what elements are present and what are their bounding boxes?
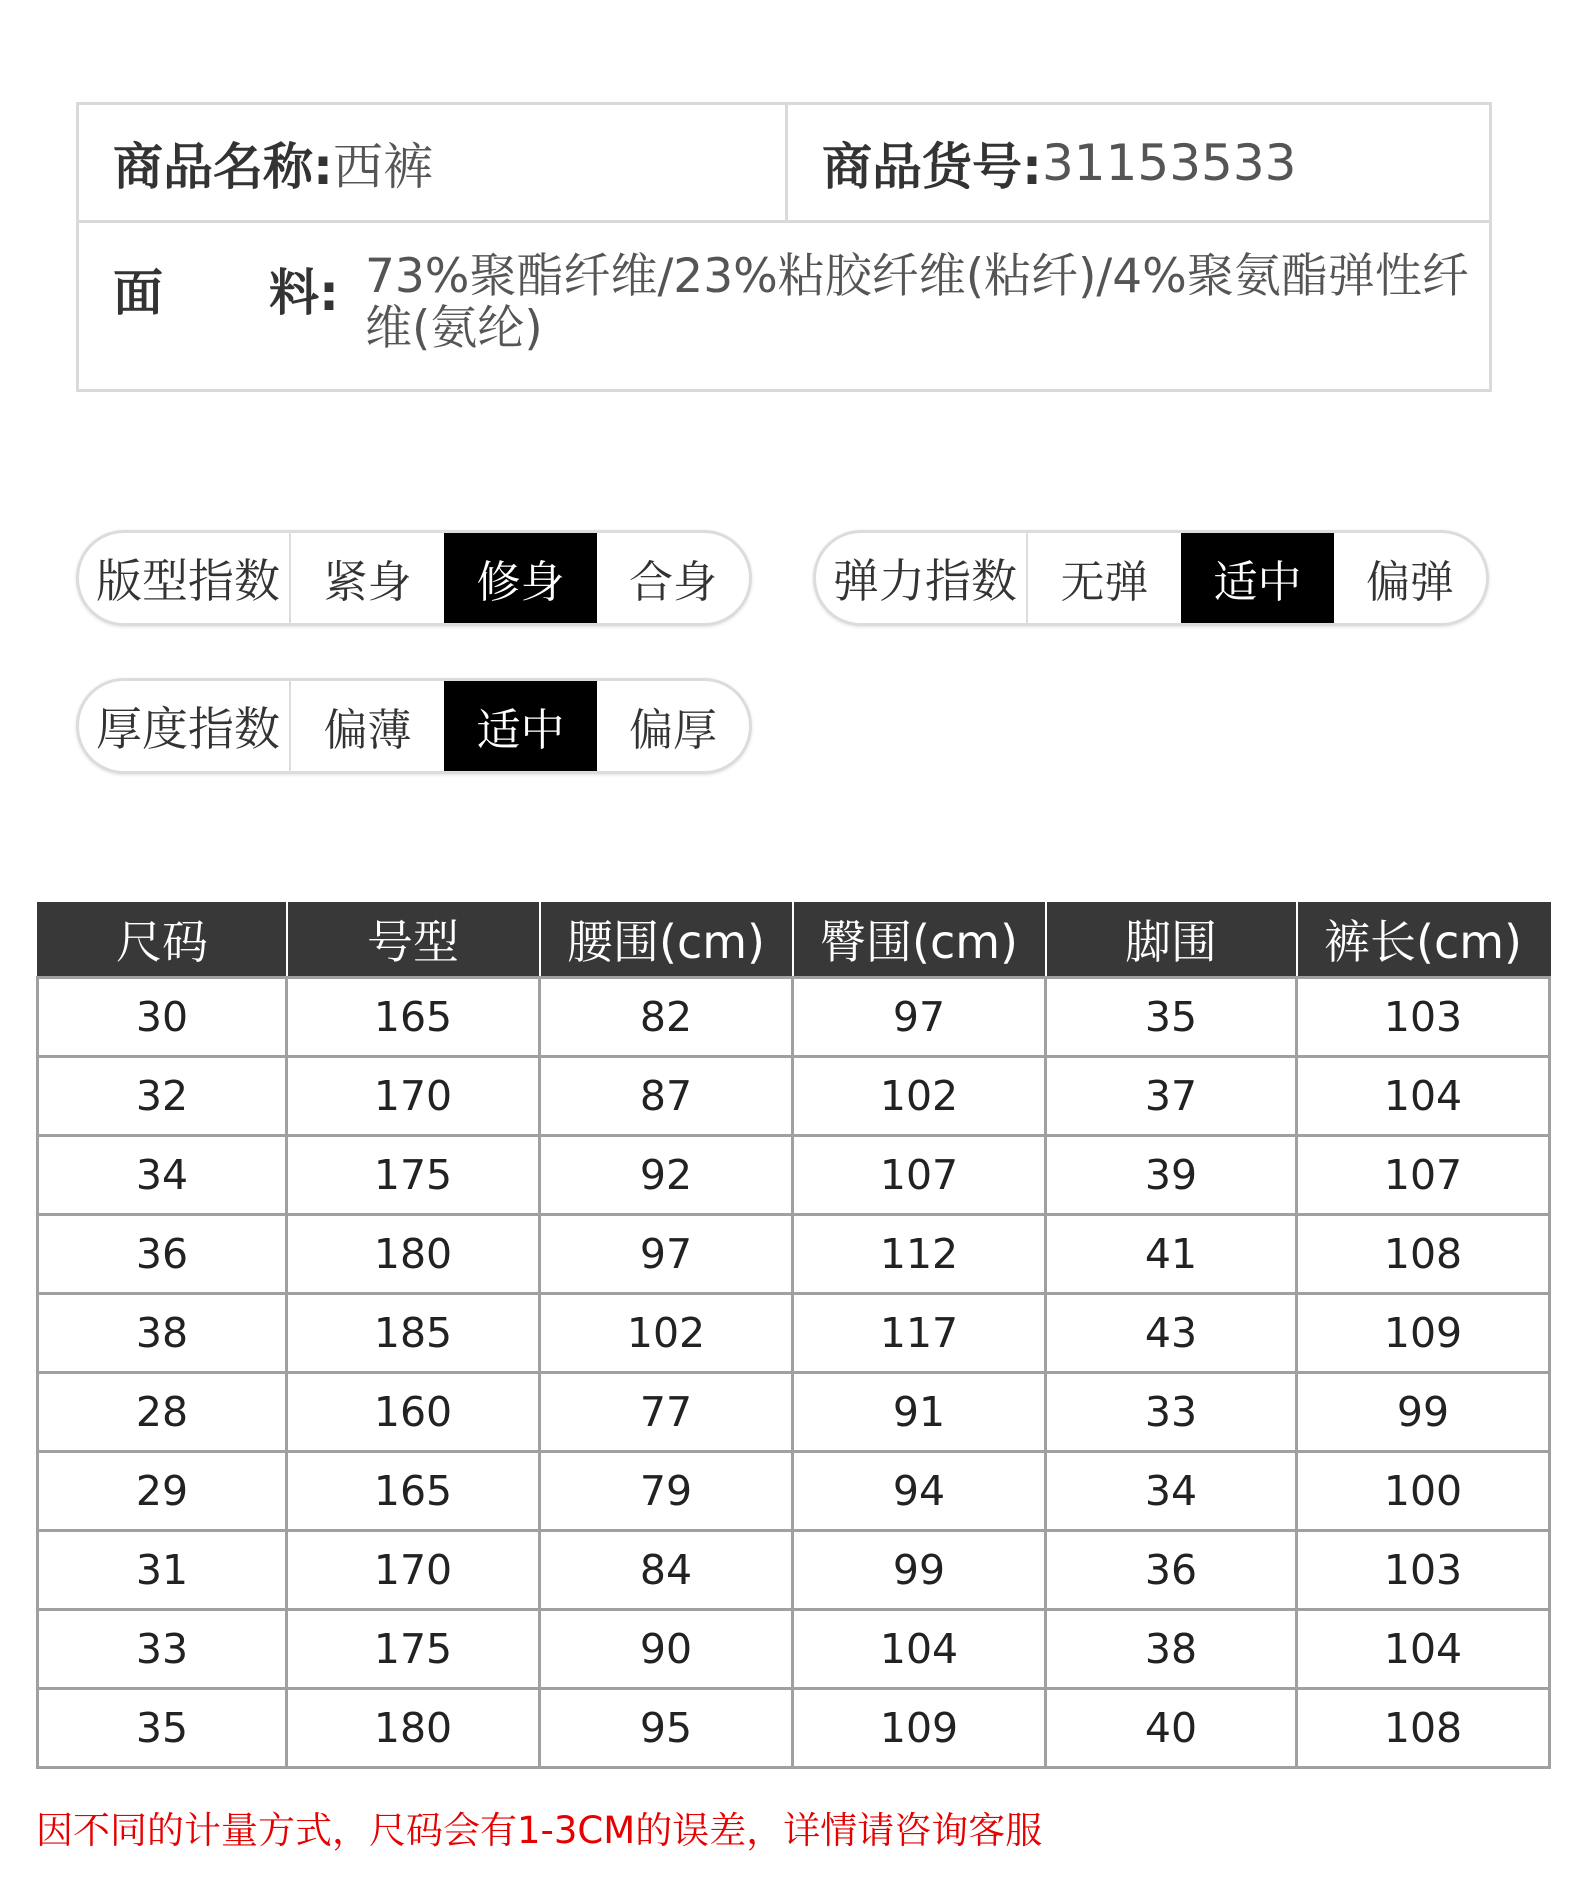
cell-waist: 79 bbox=[540, 1452, 793, 1531]
header-hip: 臀围(cm) bbox=[793, 902, 1046, 978]
cell-hem: 33 bbox=[1046, 1373, 1297, 1452]
elasticity-option-medium: 适中 bbox=[1181, 533, 1334, 623]
fit-index-label: 版型指数 bbox=[79, 533, 291, 623]
cell-size: 33 bbox=[38, 1610, 287, 1689]
cell-waist: 84 bbox=[540, 1531, 793, 1610]
header-size: 尺码 bbox=[38, 902, 287, 978]
product-name-label: 商品名称: bbox=[113, 137, 333, 196]
cell-hem: 39 bbox=[1046, 1136, 1297, 1215]
product-info-box bbox=[76, 102, 1492, 392]
product-sku-label: 商品货号: bbox=[822, 137, 1042, 196]
thickness-option-thick: 偏厚 bbox=[629, 705, 717, 756]
cell-hip: 109 bbox=[793, 1689, 1046, 1768]
cell-waist: 87 bbox=[540, 1057, 793, 1136]
header-model: 号型 bbox=[287, 902, 540, 978]
table-row bbox=[38, 978, 1550, 1057]
fit-option-slim: 修身 bbox=[444, 533, 597, 623]
cell-model: 180 bbox=[287, 1215, 540, 1294]
cell-hip: 104 bbox=[793, 1610, 1046, 1689]
table-header-row bbox=[38, 902, 1550, 978]
cell-waist: 77 bbox=[540, 1373, 793, 1452]
table-row bbox=[38, 1610, 1550, 1689]
fabric-label-part1: 面 bbox=[113, 264, 163, 322]
thickness-index-label: 厚度指数 bbox=[79, 681, 291, 771]
cell-size: 35 bbox=[38, 1689, 287, 1768]
cell-size: 36 bbox=[38, 1215, 287, 1294]
cell-size: 34 bbox=[38, 1136, 287, 1215]
fit-option-regular: 合身 bbox=[629, 557, 717, 608]
cell-waist: 82 bbox=[540, 978, 793, 1057]
table-row bbox=[38, 1531, 1550, 1610]
cell-hip: 99 bbox=[793, 1531, 1046, 1610]
elasticity-index-label: 弹力指数 bbox=[816, 533, 1028, 623]
cell-length: 104 bbox=[1297, 1057, 1550, 1136]
fit-index-pill bbox=[76, 530, 752, 626]
elasticity-option-none: 无弹 bbox=[1060, 557, 1149, 608]
product-sku-cell bbox=[788, 105, 1488, 220]
cell-hip: 102 bbox=[793, 1057, 1046, 1136]
cell-size: 32 bbox=[38, 1057, 287, 1136]
fabric-value: 73%聚酯纤维/23%粘胶纤维(粘纤)/4%聚氨酯弹性纤维(氨纶) bbox=[365, 249, 1469, 356]
table-row bbox=[38, 1057, 1550, 1136]
cell-hip: 112 bbox=[793, 1215, 1046, 1294]
cell-hip: 117 bbox=[793, 1294, 1046, 1373]
table-row bbox=[38, 1294, 1550, 1373]
fabric-row bbox=[79, 223, 1489, 389]
cell-waist: 92 bbox=[540, 1136, 793, 1215]
cell-model: 185 bbox=[287, 1294, 540, 1373]
cell-length: 99 bbox=[1297, 1373, 1550, 1452]
cell-model: 170 bbox=[287, 1057, 540, 1136]
cell-size: 38 bbox=[38, 1294, 287, 1373]
cell-length: 100 bbox=[1297, 1452, 1550, 1531]
cell-size: 30 bbox=[38, 978, 287, 1057]
cell-waist: 90 bbox=[540, 1610, 793, 1689]
cell-hem: 36 bbox=[1046, 1531, 1297, 1610]
thickness-index-pill bbox=[76, 678, 752, 774]
table-row bbox=[38, 1689, 1550, 1768]
cell-length: 104 bbox=[1297, 1610, 1550, 1689]
cell-waist: 95 bbox=[540, 1689, 793, 1768]
cell-hem: 43 bbox=[1046, 1294, 1297, 1373]
elasticity-option-stretchy: 偏弹 bbox=[1366, 557, 1454, 608]
header-waist: 腰围(cm) bbox=[540, 902, 793, 978]
cell-hem: 35 bbox=[1046, 978, 1297, 1057]
product-info-row bbox=[79, 105, 1489, 223]
cell-model: 175 bbox=[287, 1610, 540, 1689]
cell-length: 108 bbox=[1297, 1215, 1550, 1294]
header-length: 裤长(cm) bbox=[1297, 902, 1550, 978]
fabric-label-part2: 料: bbox=[269, 264, 339, 322]
cell-length: 107 bbox=[1297, 1136, 1550, 1215]
header-hem: 脚围 bbox=[1046, 902, 1297, 978]
cell-hem: 37 bbox=[1046, 1057, 1297, 1136]
cell-hip: 107 bbox=[793, 1136, 1046, 1215]
table-row bbox=[38, 1373, 1550, 1452]
product-sku-value: 31153533 bbox=[1042, 133, 1297, 192]
size-table bbox=[36, 902, 1551, 1769]
cell-model: 165 bbox=[287, 978, 540, 1057]
cell-model: 165 bbox=[287, 1452, 540, 1531]
cell-hip: 94 bbox=[793, 1452, 1046, 1531]
table-row bbox=[38, 1136, 1550, 1215]
cell-waist: 102 bbox=[540, 1294, 793, 1373]
thickness-option-thin: 偏薄 bbox=[323, 705, 412, 756]
cell-size: 31 bbox=[38, 1531, 287, 1610]
table-row bbox=[38, 1215, 1550, 1294]
product-name-cell bbox=[79, 105, 788, 220]
elasticity-index-pill bbox=[813, 530, 1489, 626]
cell-model: 180 bbox=[287, 1689, 540, 1768]
cell-size: 29 bbox=[38, 1452, 287, 1531]
fit-option-tight: 紧身 bbox=[323, 557, 412, 608]
cell-hem: 38 bbox=[1046, 1610, 1297, 1689]
cell-model: 170 bbox=[287, 1531, 540, 1610]
cell-model: 175 bbox=[287, 1136, 540, 1215]
cell-hip: 97 bbox=[793, 978, 1046, 1057]
cell-length: 103 bbox=[1297, 978, 1550, 1057]
size-table-body bbox=[38, 978, 1550, 1768]
product-name-value: 西裤 bbox=[333, 137, 433, 196]
measurement-note: 因不同的计量方式，尺码会有1-3CM的误差，详情请咨询客服 bbox=[36, 1809, 1043, 1852]
cell-hem: 40 bbox=[1046, 1689, 1297, 1768]
cell-hem: 41 bbox=[1046, 1215, 1297, 1294]
cell-length: 108 bbox=[1297, 1689, 1550, 1768]
cell-length: 109 bbox=[1297, 1294, 1550, 1373]
thickness-option-medium: 适中 bbox=[444, 681, 597, 771]
cell-hip: 91 bbox=[793, 1373, 1046, 1452]
cell-model: 160 bbox=[287, 1373, 540, 1452]
cell-hem: 34 bbox=[1046, 1452, 1297, 1531]
cell-length: 103 bbox=[1297, 1531, 1550, 1610]
cell-waist: 97 bbox=[540, 1215, 793, 1294]
table-row bbox=[38, 1452, 1550, 1531]
cell-size: 28 bbox=[38, 1373, 287, 1452]
